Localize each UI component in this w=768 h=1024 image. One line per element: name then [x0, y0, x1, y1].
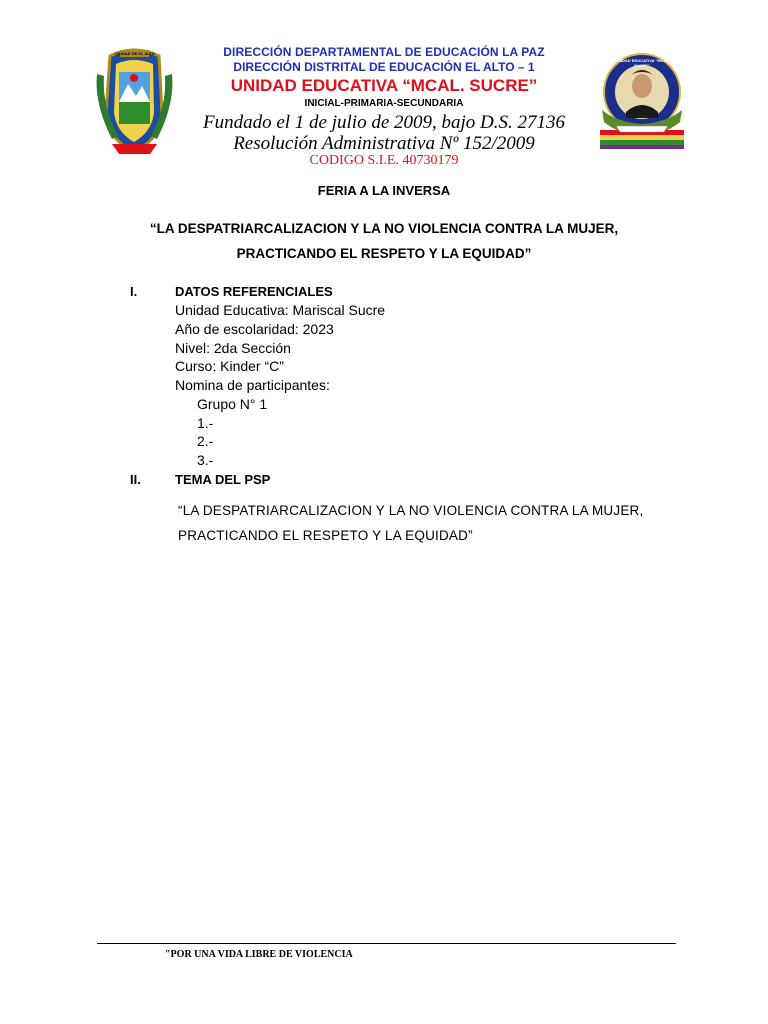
school-levels: INICIAL-PRIMARIA-SECUNDARIA: [304, 98, 464, 109]
info-course: Curso: Kinder “C”: [175, 358, 284, 374]
section-2-number: II.: [130, 472, 141, 487]
section-2-heading: TEMA DEL PSP: [175, 472, 271, 487]
footer-slogan: "POR UNA VIDA LIBRE DE VIOLENCIA: [165, 949, 353, 960]
info-level: Nivel: 2da Sección: [175, 340, 291, 356]
psp-theme-line-1: “LA DESPATRIARCALIZACION Y LA NO VIOLENCIA CONTRA LA MUJER,: [178, 503, 644, 518]
school-name: UNIDAD EDUCATIVA “MCAL. SUCRE”: [230, 76, 538, 95]
department-title: DIRECCIÓN DEPARTAMENTAL DE EDUCACIÓN LA PAZ: [223, 45, 545, 59]
member-item: 3.-: [197, 452, 214, 468]
member-item: 1.-: [197, 415, 214, 431]
document-title-line-2: PRACTICANDO EL RESPETO Y LA EQUIDAD”: [236, 246, 532, 261]
info-school: Unidad Educativa: Mariscal Sucre: [175, 302, 386, 318]
info-participants-label: Nomina de participantes:: [175, 377, 330, 393]
group-label: Grupo N° 1: [197, 396, 268, 412]
member-item: 2.-: [197, 433, 214, 449]
district-title: DIRECCIÓN DISTRITAL DE EDUCACIÓN EL ALTO – 1: [233, 60, 535, 74]
footer-divider: [97, 943, 676, 944]
crest-text: UNIDAD EDUCATIVA "MCAL SUCRE": [615, 58, 669, 68]
info-year: Año de escolaridad: 2023: [175, 321, 334, 337]
document-title-line-1: “LA DESPATRIARCALIZACION Y LA NO VIOLENCIA CONTRA LA MUJER,: [149, 221, 619, 236]
document-subtitle: FERIA A LA INVERSA: [317, 183, 451, 198]
sie-code: CODIGO S.I.E. 40730179: [309, 153, 459, 168]
founded-line: Fundado el 1 de julio de 2009, bajo D.S. 27136: [202, 112, 566, 133]
section-1-number: I.: [130, 284, 138, 299]
section-1-heading: DATOS REFERENCIALES: [175, 284, 333, 299]
resolution-line: Resolución Administrativa Nº 152/2009: [233, 133, 535, 154]
crest-text: CIUDAD DE EL ALTO: [115, 51, 155, 56]
psp-theme-line-2: PRACTICANDO EL RESPETO Y LA EQUIDAD”: [178, 528, 473, 543]
